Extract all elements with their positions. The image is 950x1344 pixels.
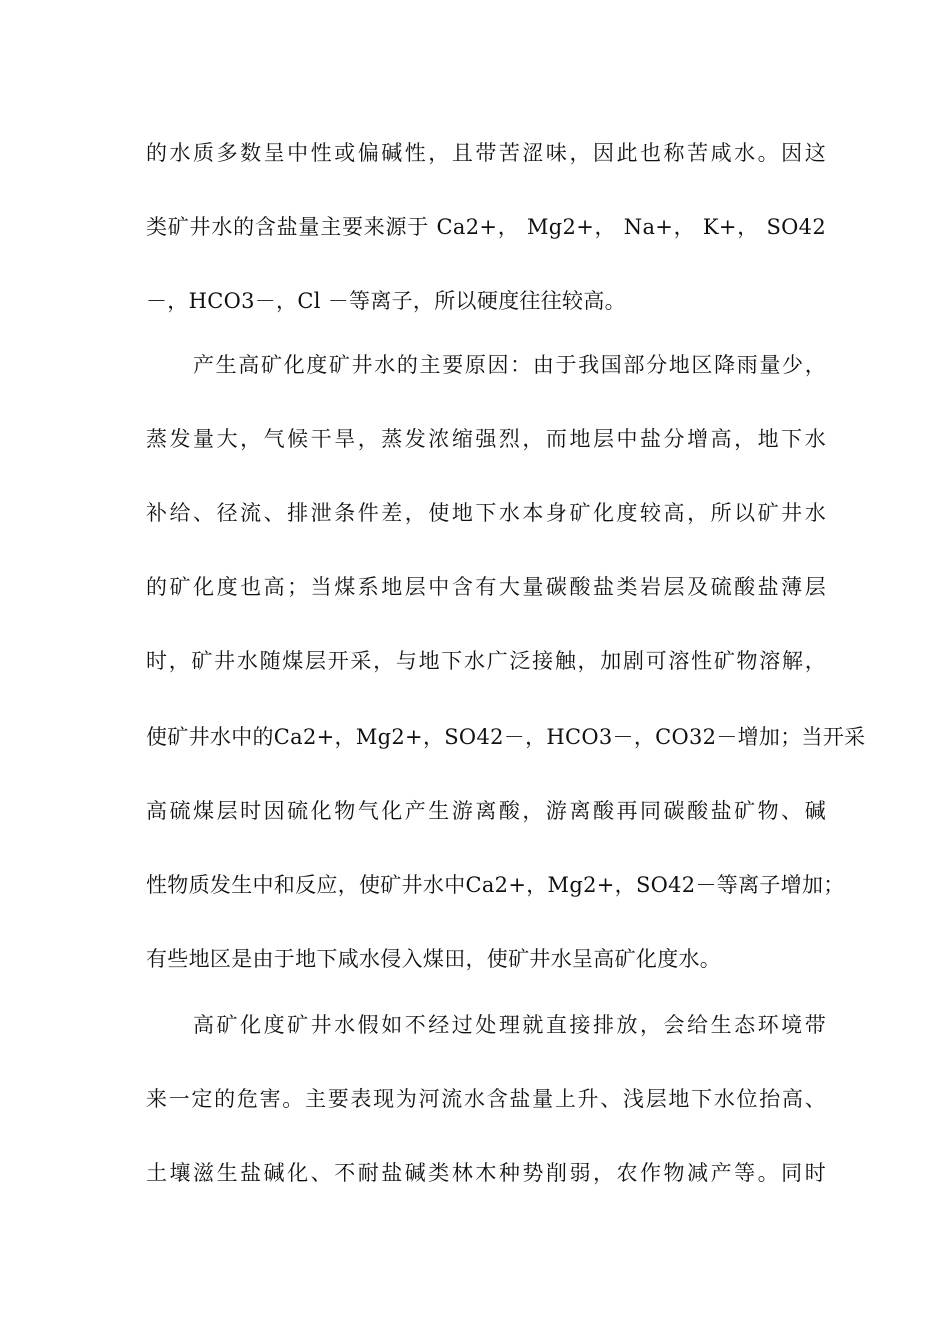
- text-line: 的水质多数呈中性或偏碱性，且带苦涩味，因此也称苦咸水。因这: [146, 141, 826, 165]
- text-line: 使矿井水中的Ca2+，Mg2+，SO42－，HCO3－，CO32－增加；当开采: [146, 725, 866, 749]
- text-line: 补给、径流、排泄条件差，使地下水本身矿化度较高，所以矿井水: [146, 501, 826, 525]
- paragraph-first-line: 高矿化度矿井水假如不经过处理就直接排放，会给生态环境带: [193, 1013, 826, 1037]
- paragraph-first-line: 产生高矿化度矿井水的主要原因：由于我国部分地区降雨量少，: [193, 353, 826, 377]
- text-line: 高硫煤层时因硫化物气化产生游离酸，游离酸再同碳酸盐矿物、碱: [146, 799, 826, 823]
- text-line: 的矿化度也高；当煤系地层中含有大量碳酸盐类岩层及硫酸盐薄层: [146, 575, 826, 599]
- text-line: 蒸发量大，气候干旱，蒸发浓缩强烈，而地层中盐分增高，地下水: [146, 427, 826, 451]
- text-line: －，HCO3－，Cl －等离子，所以硬度往往较高。: [146, 289, 626, 313]
- text-line: 土壤滋生盐碱化、不耐盐碱类林木种势削弱，农作物减产等。同时: [146, 1161, 826, 1185]
- text-line: 有些地区是由于地下咸水侵入煤田，使矿井水呈高矿化度水。: [146, 947, 722, 971]
- text-line: 时，矿井水随煤层开采，与地下水广泛接触，加剧可溶性矿物溶解，: [146, 649, 826, 673]
- text-line: 类矿井水的含盐量主要来源于 Ca2+， Mg2+， Na+， K+， SO42: [146, 215, 826, 239]
- text-line: 性物质发生中和反应，使矿井水中Ca2+，Mg2+，SO42－等离子增加；: [146, 873, 845, 897]
- text-line: 来一定的危害。主要表现为河流水含盐量上升、浅层地下水位抬高、: [146, 1087, 826, 1111]
